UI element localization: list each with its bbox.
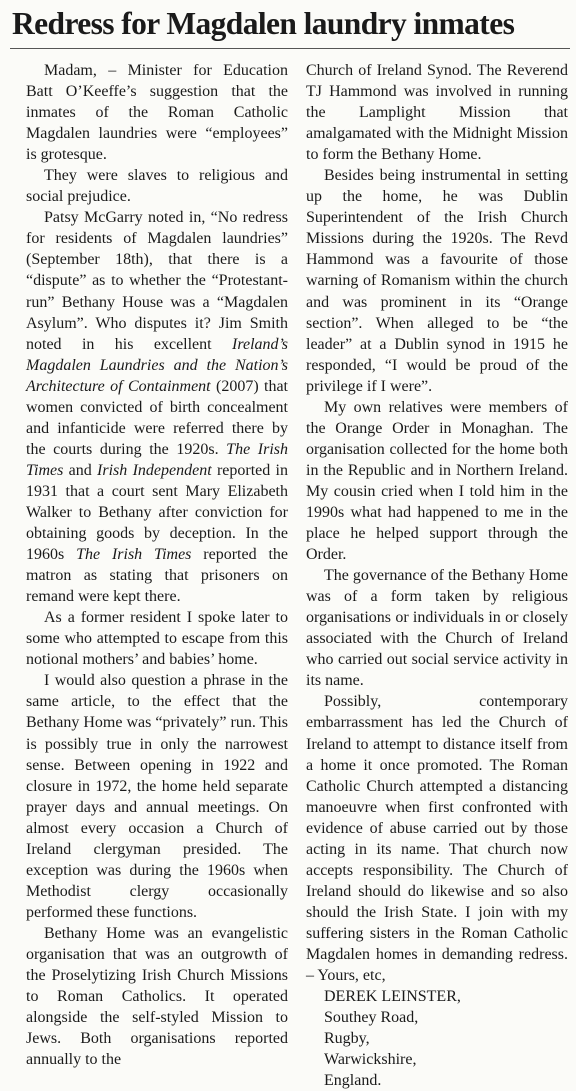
signature-block	[306, 986, 568, 1091]
signature-address-line: Southey Road,	[324, 1009, 419, 1027]
signature-address-line: Warwickshire,	[324, 1051, 417, 1069]
headline: Redress for Magdalen laundry inmates	[12, 6, 515, 41]
letter-paragraph: The governance of the Bethany Home was of a form taken by religious organisations or individuals in or closely associated with the Church of Ireland who carried out social service activity in its name.	[306, 567, 568, 690]
letter-paragraph: Patsy McGarry noted in, “No redress for residents of Magdalen laundries” (September 18th), that there is a “dispute” as to whether the “Protestant-run” Bethany House was a “Magdalen Asylum”. Who disputes it? Jim Smith noted in his excellent Ireland’s Magdalen Laundries and the Nation’s Architecture of Containment (2007) that women convicted of birth concealment and infanticide were referred there by the courts during the 1920s. The Irish Times and Irish Independent reported in 1931 that a court sent Mary Elizabeth Walker to Bethany after conviction for obtaining goods by deception. In the 1960s The Irish Times reported the matron as stating that prisoners on remand were kept there.	[26, 209, 288, 606]
letter-paragraph: Bethany Home was an evangelistic organisation that was an outgrowth of the Proselytizing Irish Church Missions to Roman Catholics. It operated alongside the self-styled Mission to Jews. Both organisations reported annually to the	[26, 924, 288, 1069]
letter-paragraph: Besides being instrumental in setting up the home, he was Dublin Superintendent of the Irish Church Missions during the 1920s. The Revd Hammond was a favourite of those warning of Romanism within the church and was prominent in its “Orange section”. When alleged to be “the leader” at a Dublin synod in 1915 he responded, “I would be proud of the privilege if I were”.	[306, 167, 568, 395]
letter-paragraph: Church of Ireland Synod. The Reverend TJ Hammond was involved in running the Lamplight Mission that amalgamated with the Midnight Mission to form the Bethany Home.	[306, 62, 568, 164]
letter-paragraph: My own relatives were members of the Orange Order in Monaghan. The organisation collected for the home both in the Republic and in Northern Ireland. My cousin cried when I told him in the 1990s what had happened to me in the place he helped support through the Order.	[306, 398, 568, 564]
letter-paragraph: I would also question a phrase in the same article, to the effect that the Bethany Home was “privately” run. This is possibly true in only the narrowest sense. Between opening in 1922 and closure in 1972, the home held separate prayer days and annual meetings. On almost every occasion a Church of Ireland clergyman presided. The exception was during the 1960s when Methodist clergy occasionally performed these functions.	[26, 672, 288, 921]
signature-address-line: England.	[324, 1072, 382, 1090]
letter-paragraph: As a former resident I spoke later to some who attempted to escape from this notional mothers’ and babies’ home.	[26, 609, 288, 669]
signature-address-line: Rugby,	[324, 1030, 370, 1048]
letter-paragraph: Possibly, contemporary embarrassment has led the Church of Ireland to attempt to distance itself from a home it once promoted. The Roman Catholic Church attempted a distancing manoeuvre when first confronted with evidence of abuse carried out by those acting in its name. That church now accepts responsibility. The Church of Ireland should do likewise and so also should the Irish State. I join with my suffering sisters in the Roman Catholic Magdalen homes in demanding redress. – Yours, etc,	[306, 693, 568, 985]
left-column	[26, 60, 288, 1070]
letter-paragraph: They were slaves to religious and social prejudice.	[26, 167, 288, 206]
letter-paragraph: Madam, – Minister for Education Batt O’Keeffe’s suggestion that the inmates of the Roman Catholic Magdalen laundries were “employees” is grotesque.	[26, 62, 288, 164]
headline-rule	[10, 48, 570, 49]
signature-name: DEREK LEINSTER,	[324, 988, 461, 1006]
right-column	[306, 60, 568, 1091]
